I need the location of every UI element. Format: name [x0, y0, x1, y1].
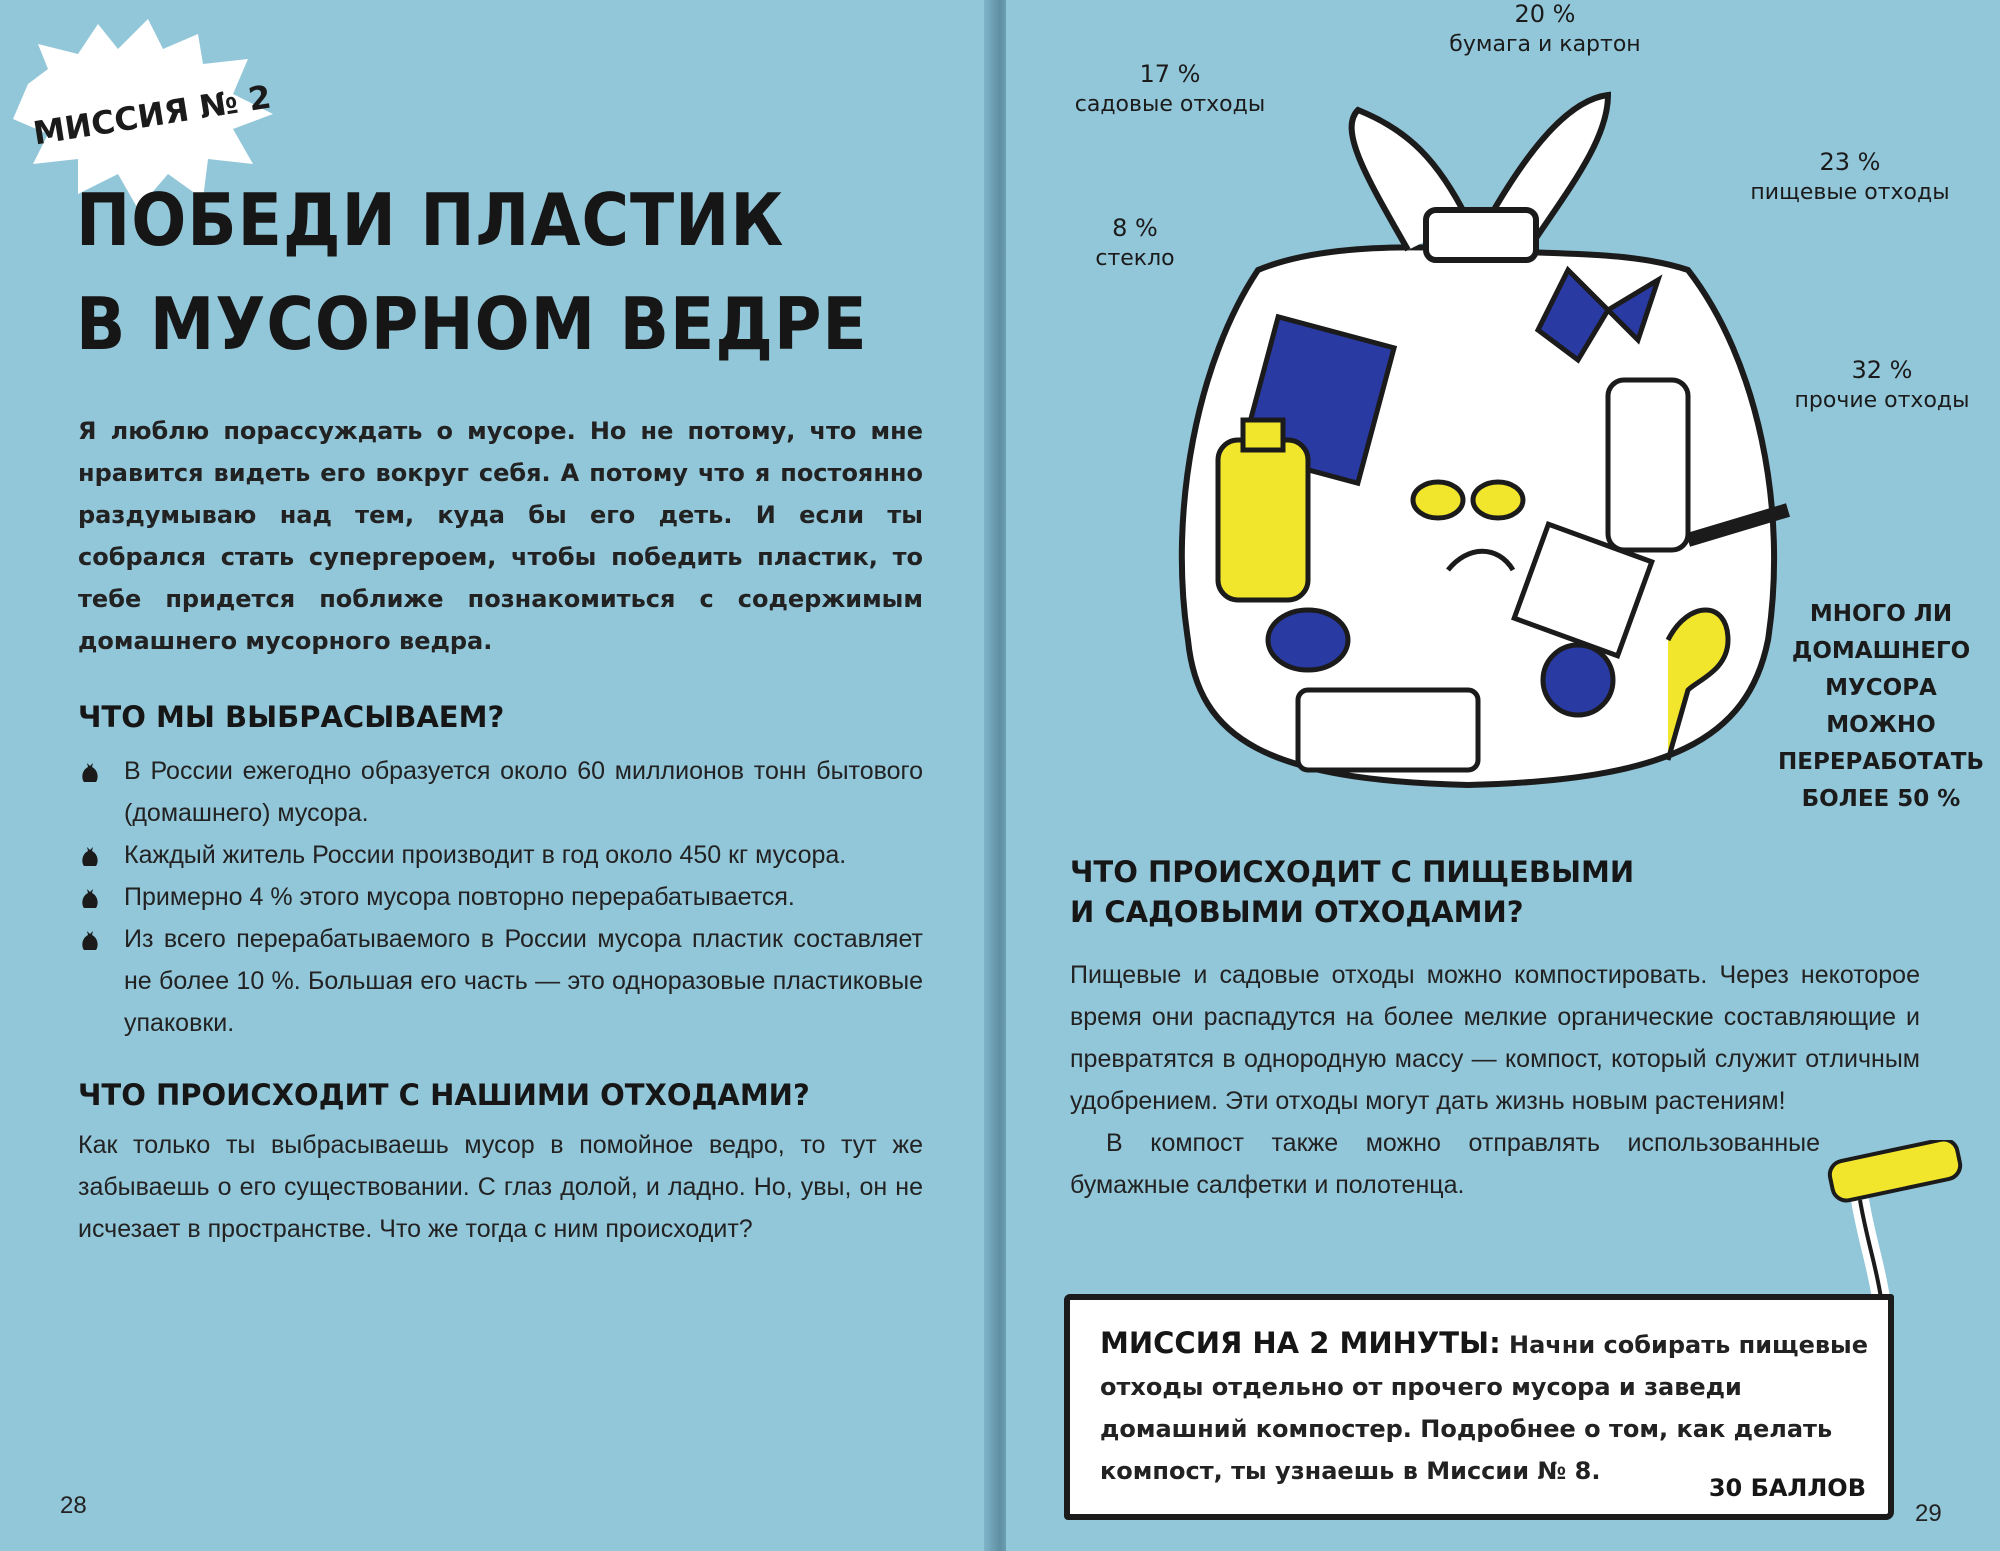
left-page [0, 0, 994, 1551]
title-line-1: ПОБЕДИ ПЛАСТИК [76, 178, 785, 262]
stat-garden-label: садовые отходы [1074, 92, 1266, 117]
trash-bag-icon [78, 844, 102, 868]
section-heading-food-garden-waste [1070, 852, 1634, 932]
trash-bag-icon [78, 886, 102, 910]
stat-paper-label: бумага и картон [1449, 32, 1641, 57]
mission-tag: МИССИЯ № 2 [30, 77, 274, 153]
page-number-right: 29 [1915, 1500, 1942, 1527]
stat-glass-pct: 8 % [1112, 214, 1158, 242]
stat-paper-pct: 20 % [1514, 0, 1576, 28]
list-item-text: В России ежегодно образуется около 60 миллионов тонн бытового (домашнего) мусора. [124, 757, 923, 827]
stat-other-label: прочие отходы [1794, 388, 1970, 413]
compost-paragraph-2: В компост также можно отправлять использованные бумажные салфетки и полотенца. [1070, 1129, 1820, 1199]
lead-paragraph: Я люблю порассуждать о мусоре. Но не потому, что мне нравится видеть его вокруг себя. А потому что я постоянно раздумываю над тем, куда бы его деть. И если ты собрался стать супергероем, чтобы победить пластик, то тебе придется поближе познакомиться с содержимым домашнего мусорного ведра. [78, 417, 923, 655]
mission-text-block [1100, 1322, 1880, 1492]
facts-list [78, 750, 923, 1044]
stat-glass-label: стекло [1095, 246, 1175, 271]
stat-other [1782, 356, 1982, 413]
list-item-text: Примерно 4 % этого мусора повторно перерабатывается. [124, 883, 795, 911]
section-heading-what-we-throw: ЧТО МЫ ВЫБРАСЫВАЕМ? [78, 700, 505, 734]
stat-other-pct: 32 % [1851, 356, 1913, 384]
stat-food-pct: 23 % [1819, 148, 1881, 176]
stat-garden [1070, 60, 1270, 117]
trash-bag-icon [78, 928, 102, 952]
recycling-callout: МНОГО ЛИ ДОМАШНЕГО МУСОРА МОЖНО ПЕРЕРАБОТАТЬ БОЛЕЕ 50 % [1778, 601, 1984, 812]
stat-garden-pct: 17 % [1139, 60, 1201, 88]
mission-points: 30 БАЛЛОВ [1708, 1474, 1866, 1502]
stat-paper [1430, 0, 1660, 57]
page-number: 28 [60, 1492, 87, 1519]
page-title [76, 168, 956, 376]
title-line-2: В МУСОРНОМ ВЕДРЕ [76, 282, 868, 366]
stat-food [1720, 148, 1980, 205]
two-minute-mission-box [1064, 1294, 1894, 1520]
compost-paragraph: Пищевые и садовые отходы можно компостировать. Через некоторое время они распадутся на более мелкие органические составляющие и превратятся в однородную массу — компост, который служит отличным удобрением. Эти отходы могут дать жизнь новым растениям! [1070, 961, 1920, 1115]
section-heading-our-waste: ЧТО ПРОИСХОДИТ С НАШИМИ ОТХОДАМИ? [78, 1078, 810, 1112]
mission-text: Начни собирать пищевые отходы отдельно от прочего мусора и заведи домашний компостер. Подробнее о том, как делать компост, ты узнаешь в Миссии № 8. [1100, 1331, 1869, 1485]
mission-label: МИССИЯ НА 2 МИНУТЫ: [1100, 1326, 1501, 1360]
trash-bag-icon [78, 760, 102, 784]
list-item-text: Из всего перерабатываемого в России мусора пластик составляет не более 10 %. Большая его часть — это одноразовые пластиковые упаковки. [124, 925, 923, 1037]
list-item [78, 750, 923, 834]
stat-food-label: пищевые отходы [1750, 180, 1950, 205]
list-item [78, 918, 923, 1044]
list-item-text: Каждый житель России производит в год около 450 кг мусора. [124, 841, 847, 869]
list-item [78, 834, 923, 876]
stat-glass [1085, 214, 1185, 271]
heading-line-2: И САДОВЫМИ ОТХОДАМИ? [1070, 895, 1524, 929]
heading-line-1: ЧТО ПРОИСХОДИТ С ПИЩЕВЫМИ [1070, 855, 1635, 889]
list-item [78, 876, 923, 918]
section-paragraph: Как только ты выбрасываешь мусор в помойное ведро, то тут же забываешь о его существовании. С глаз долой, и ладно. Но, увы, он не исчезает в пространстве. Что же тогда с ним происходит? [78, 1131, 923, 1243]
